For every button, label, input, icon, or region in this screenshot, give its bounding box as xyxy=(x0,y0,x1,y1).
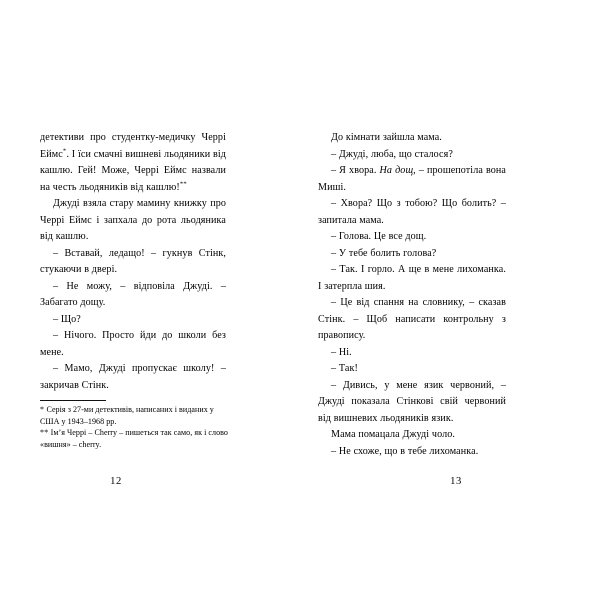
paragraph xyxy=(318,444,506,461)
text-run: – Що? xyxy=(53,313,81,325)
text-run: Мама помацала Джуді чоло. xyxy=(331,429,456,440)
text-run: – Хвора? Що з тобою? Що болить? – запитала мама. xyxy=(318,198,506,226)
footnote-symbol: ** xyxy=(40,428,51,438)
paragraph xyxy=(318,163,506,196)
text-run: – Мамо, Джуді пропускає школу! – закричав Стінк. xyxy=(40,363,226,391)
text-run: – Не можу, – відповіла Джуді. – Забагато дощу. xyxy=(40,280,226,308)
paragraph xyxy=(40,328,226,361)
text-run: – Голова. Це все дощ. xyxy=(331,231,427,242)
page-number-right: 13 xyxy=(450,476,462,487)
text-run: – Я хвора. xyxy=(331,165,380,176)
page-number-left: 12 xyxy=(110,476,122,487)
paragraph xyxy=(318,130,506,147)
paragraph xyxy=(318,147,506,164)
emphasis-text: На дощ, xyxy=(379,165,416,176)
paragraph xyxy=(318,295,506,345)
paragraph xyxy=(318,345,506,362)
right-page-textblock xyxy=(318,130,506,460)
paragraph xyxy=(40,196,226,246)
text-run: – Так. І горло. А ще в мене лихоманка. І затерпла шия. xyxy=(318,264,506,292)
text-run: – Дивись, у мене язик червоний, – Джуді показала Стінкові свій червоний від вишневих льодяників язик. xyxy=(318,379,506,424)
text-run: – У тебе болить голова? xyxy=(331,247,437,259)
text-run: – Так! xyxy=(331,363,358,374)
text-run: Джуді взяла стару мамину книжку про Черрі Еймс і запхала до рота льодяника від кашлю. xyxy=(40,198,226,242)
text-run: – Ні. xyxy=(331,346,352,358)
paragraph xyxy=(40,130,226,196)
text-run: . І їси смачні вишневі льодяники від кашлю. Гей! Може, Черрі Еймс назвали на честь льодяників від кашлю! xyxy=(40,148,226,193)
text-run: – прошепотіла вона Миші. xyxy=(318,165,506,193)
footnote-text: Ім’я Черрі – Cherry – пишеться так само, як і слово «вишня» – cherry. xyxy=(40,428,228,449)
paragraph xyxy=(40,361,226,394)
text-run: – Це від спання на словнику, – сказав Стінк. – Щоб написати контрольну з правопису. xyxy=(318,297,506,341)
footnote-marker: * xyxy=(62,147,67,155)
paragraph xyxy=(318,229,506,246)
paragraph xyxy=(318,246,506,263)
paragraph xyxy=(318,378,506,428)
paragraph xyxy=(40,279,226,312)
paragraph xyxy=(40,246,226,279)
footnote-separator-rule xyxy=(40,400,106,401)
paragraph xyxy=(318,361,506,378)
text-run: – Джуді, люба, що сталося? xyxy=(331,148,453,160)
text-run: – Нічого. Просто йди до школи без мене. xyxy=(40,330,226,358)
text-run: – Вставай, ледащо! – гукнув Стінк, стукаючи в двері. xyxy=(40,247,226,275)
footnote-symbol: * xyxy=(40,405,47,414)
footnote xyxy=(40,404,230,427)
footnote-marker: ** xyxy=(179,180,188,188)
footnotes-block xyxy=(40,400,230,450)
paragraph xyxy=(40,312,226,329)
left-page-textblock xyxy=(40,130,226,394)
paragraph xyxy=(318,262,506,295)
footnote-text: Серія з 27-ми детективів, написаних і виданих у США у 1943–1968 рр. xyxy=(40,405,214,426)
text-run: До кімнати зайшла мама. xyxy=(331,132,442,143)
paragraph xyxy=(318,196,506,229)
footnote xyxy=(40,427,230,450)
paragraph xyxy=(318,427,506,444)
page-right xyxy=(300,0,600,600)
text-run: детективи про студентку-медичку Черрі Еймс xyxy=(40,132,226,160)
text-run: – Не схоже, що в тебе лихоманка. xyxy=(331,445,479,457)
